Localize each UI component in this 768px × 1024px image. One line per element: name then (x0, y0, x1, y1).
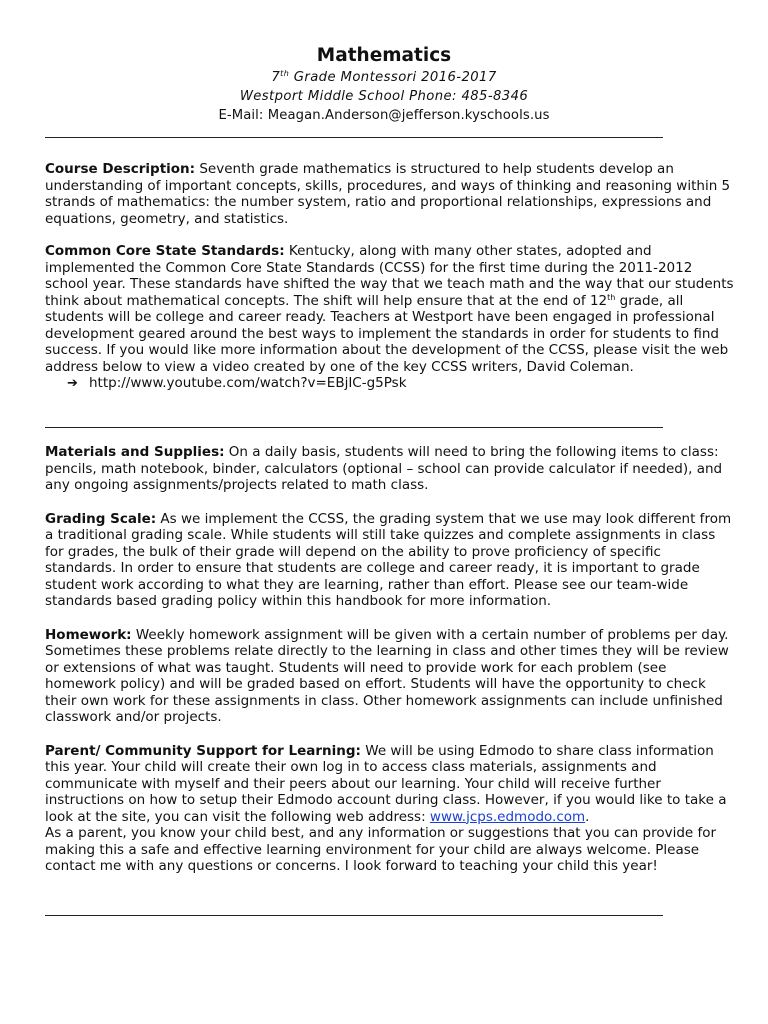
page-title: Mathematics (316, 45, 452, 66)
divider-top (45, 137, 663, 138)
parent-support-paragraph: Parent/ Community Support for Learning: We will be using Edmodo to share class information this year. Your child will create their own log in to access class materials, assignments and communicate with myself and their peers about our learning. Your child will receive further instructions on how to setup their Edmodo account during class. However, if you would like to take a look at the site, you can visit the following web address: www.jcps.edmodo.com. (45, 742, 727, 825)
homework-label: Homework: (45, 626, 132, 643)
materials-paragraph: Materials and Supplies: On a daily basis, students will need to bring the following items to class: pencils, math notebook, binder, calculators (optional – school can provide calculator if needed), and any ongoing assignments/projects related to math class. (45, 444, 723, 493)
grading-label: Grading Scale: (45, 510, 157, 527)
course-description: Course Description: Seventh grade mathematics is structured to help students develop an understanding of important concepts, skills, procedures, and ways of thinking and reasoning within 5 strands of mathematics: the number system, ratio and proportional relationships, expressions and equations, geometry, and statistics. (45, 161, 731, 227)
video-url: http://www.youtube.com/watch?v=EBjIC-g5Psk (89, 375, 407, 391)
ccss-label: Common Core State Standards: (45, 243, 285, 259)
materials-label: Materials and Supplies: (45, 444, 225, 460)
grade-line: 7th Grade Montessori 2016-2017 (271, 69, 497, 85)
document-header (0, 44, 768, 125)
edmodo-link[interactable]: www.jcps.edmodo.com (429, 808, 586, 825)
homework-paragraph: Homework: Weekly homework assignment will be given with a certain number of problems per day. Sometimes these problems relate directly to the learning in class and other times they will be review or extensions of what was taught. Students will need to provide work for each problem (see homework policy) and will be graded based on effort. Students will have the opportunity to check their own work for these assignments in class. Other homework assignments can include unfinished classwork and/or projects. (45, 626, 729, 725)
parent-support-label: Parent/ Community Support for Learning: (45, 742, 361, 759)
course-description-label: Course Description: (45, 161, 196, 177)
email-line: E-Mail: Meagan.Anderson@jefferson.kyschools.us (218, 108, 550, 123)
closing-paragraph: As a parent, you know your child best, and any information or suggestions that you can provide for making this a safe and effective learning environment for your child are always welcome. Please contact me with any questions or concerns. I look forward to teaching your child this year! (45, 825, 717, 874)
divider-bottom (45, 915, 663, 916)
grading-paragraph: Grading Scale: As we implement the CCSS, the grading system that we use may look different from a traditional grading scale. While students will still take quizzes and complete assignments in class for grades, the bulk of their grade will depend on the ability to prove proficiency of specific standards. In order to ensure that students are college and career ready, it is important to grade student work according to what they are learning, rather than effort. Please see our team-wide standards based grading policy within this handbook for more information. (45, 510, 732, 609)
divider-middle (45, 427, 663, 428)
section-top (45, 161, 735, 393)
school-line: Westport Middle School Phone: 485-8346 (239, 89, 529, 104)
arrow-right-icon: ➔ (67, 376, 78, 391)
video-link-item (45, 375, 735, 393)
ccss-paragraph: Common Core State Standards: Kentucky, along with many other states, adopted and implemented the Common Core State Standards (CCSS) for the first time during the 2011-2012 school year. These standards have shifted the way that we teach math and the way that our students think about mathematical concepts. The shift will help ensure that at the end of 12th grade, all students will be college and career ready. Teachers at Westport have been engaged in professional development geared around the best ways to implement the standards in order for students to find success. If you would like more information about the development of the CCSS, please visit the web address below to view a video created by one of the key CCSS writers, David Coleman. (45, 243, 734, 375)
section-bottom (45, 444, 735, 875)
